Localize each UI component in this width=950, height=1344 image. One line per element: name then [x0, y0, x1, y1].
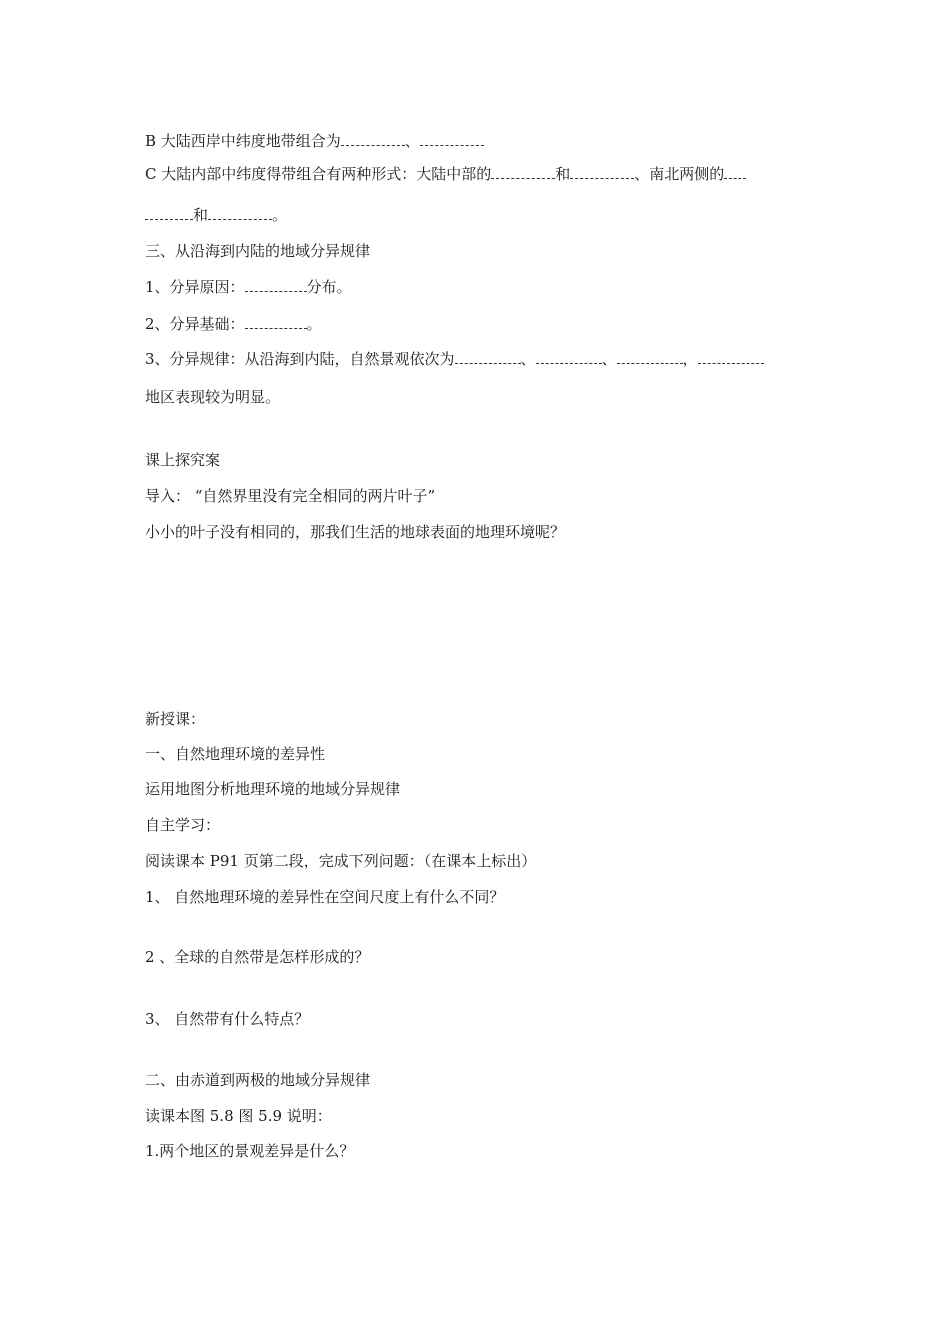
part-1-subheading: 运用地图分析地理环境的地域分异规律: [145, 780, 401, 798]
question-landscape: 1.两个地区的景观差异是什么？: [145, 1142, 355, 1160]
blank: [536, 351, 602, 364]
intro-line: 导入： “自然界里没有完全相同的两片叶子”: [145, 487, 436, 505]
section-3-heading: 三、从沿海到内陆的地域分异规律: [145, 242, 371, 260]
blank: [491, 166, 555, 179]
question-3: 3、 自然带有什么特点？: [145, 1010, 310, 1028]
line-rule: 3、分异规律：从沿海到内陆，自然景观依次为 、 、 ，: [145, 349, 764, 369]
part-2-heading: 二、由赤道到两极的地域分异规律: [145, 1071, 371, 1089]
blank: [245, 316, 307, 329]
blank: [341, 133, 405, 146]
new-lesson-title: 新授课：: [145, 710, 206, 728]
question-2: 2 、全球的自然带是怎样形成的？: [145, 948, 370, 966]
line-c-continued: 和 。: [145, 205, 287, 225]
line-basis: 2、分异基础： 。: [145, 315, 322, 333]
blank: [724, 166, 746, 179]
blank: [570, 166, 634, 179]
blank: [455, 351, 521, 364]
blank: [698, 351, 764, 364]
line-c-interior: C 大陆内部中纬度得带组合有两种形式：大陆中部的 和 、南北两侧的: [145, 164, 746, 184]
part-1-heading: 一、自然地理环境的差异性: [145, 745, 326, 763]
c-label: C 大陆内部中纬度得带组合有两种形式：大陆中部的: [145, 165, 492, 183]
question-1: 1、 自然地理环境的差异性在空间尺度上有什么不同？: [145, 888, 505, 906]
b-label: B 大陆西岸中纬度地带组合为: [145, 132, 341, 150]
blank: [420, 133, 484, 146]
blank: [245, 279, 307, 292]
read-figures: 读课本图 5.8 图 5.9 说明：: [145, 1107, 332, 1125]
reading-instruction: 阅读课本 P91 页第二段，完成下列问题：（在课本上标出）: [145, 852, 537, 870]
blank: [145, 207, 193, 220]
blank: [617, 351, 683, 364]
blank: [208, 207, 272, 220]
self-study-label: 自主学习：: [145, 816, 221, 834]
line-cause: 1、分异原因： 分布。: [145, 278, 352, 296]
intro-question: 小小的叶子没有相同的，那我们生活的地球表面的地理环境呢？: [145, 523, 566, 541]
line-rule-end: 地区表现较为明显。: [145, 388, 281, 406]
explore-title: 课上探究案: [145, 451, 221, 469]
line-b-west-coast: B 大陆西岸中纬度地带组合为 、: [145, 131, 484, 151]
